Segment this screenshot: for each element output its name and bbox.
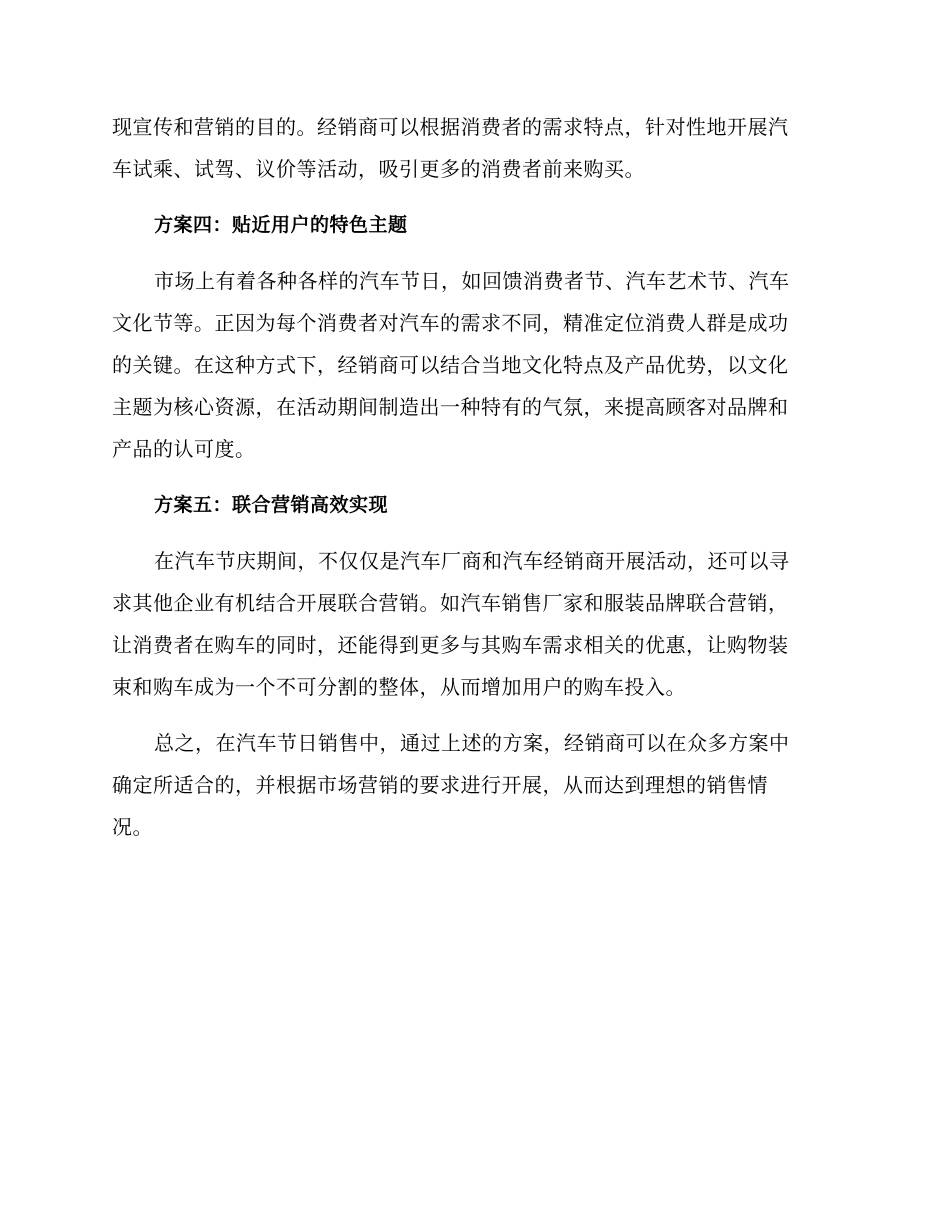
paragraph-line: 主题为核心资源，在活动期间制造出一种特有的气氛，来提高顾客对品牌和 bbox=[112, 395, 789, 419]
paragraph-line: 总之，在汽车节日销售中，通过上述的方案，经销商可以在众多方案中 bbox=[154, 731, 790, 755]
paragraph-line: 在汽车节庆期间，不仅仅是汽车厂商和汽车经销商开展活动，还可以寻 bbox=[154, 549, 790, 573]
section-5-paragraph bbox=[112, 540, 834, 708]
section-heading-5: 方案五：联合营销高效实现 bbox=[154, 494, 389, 516]
paragraph-line: 产品的认可度。 bbox=[112, 437, 256, 461]
paragraph-line: 况。 bbox=[112, 815, 153, 839]
intro-paragraph bbox=[112, 106, 834, 190]
conclusion-paragraph bbox=[112, 722, 834, 848]
document-body bbox=[112, 106, 834, 848]
paragraph-line: 确定所适合的，并根据市场营销的要求进行开展，从而达到理想的销售情 bbox=[112, 773, 768, 797]
section-4-paragraph bbox=[112, 260, 834, 470]
paragraph-line: 的关键。在这种方式下，经销商可以结合当地文化特点及产品优势，以文化 bbox=[112, 353, 789, 377]
paragraph-line: 求其他企业有机结合开展联合营销。如汽车销售厂家和服装品牌联合营销， bbox=[112, 591, 789, 615]
paragraph-line: 束和购车成为一个不可分割的整体，从而增加用户的购车投入。 bbox=[112, 675, 686, 699]
paragraph-line: 车试乘、试驾、议价等活动，吸引更多的消费者前来购买。 bbox=[112, 157, 645, 181]
paragraph-line: 让消费者在购车的同时，还能得到更多与其购车需求相关的优惠，让购物装 bbox=[112, 633, 789, 657]
paragraph-line: 市场上有着各种各样的汽车节日，如回馈消费者节、汽车艺术节、汽车 bbox=[154, 269, 790, 293]
section-heading-4: 方案四：贴近用户的特色主题 bbox=[154, 214, 408, 236]
paragraph-line: 现宣传和营销的目的。经销商可以根据消费者的需求特点，针对性地开展汽 bbox=[112, 115, 789, 139]
paragraph-line: 文化节等。正因为每个消费者对汽车的需求不同，精准定位消费人群是成功 bbox=[112, 311, 789, 335]
